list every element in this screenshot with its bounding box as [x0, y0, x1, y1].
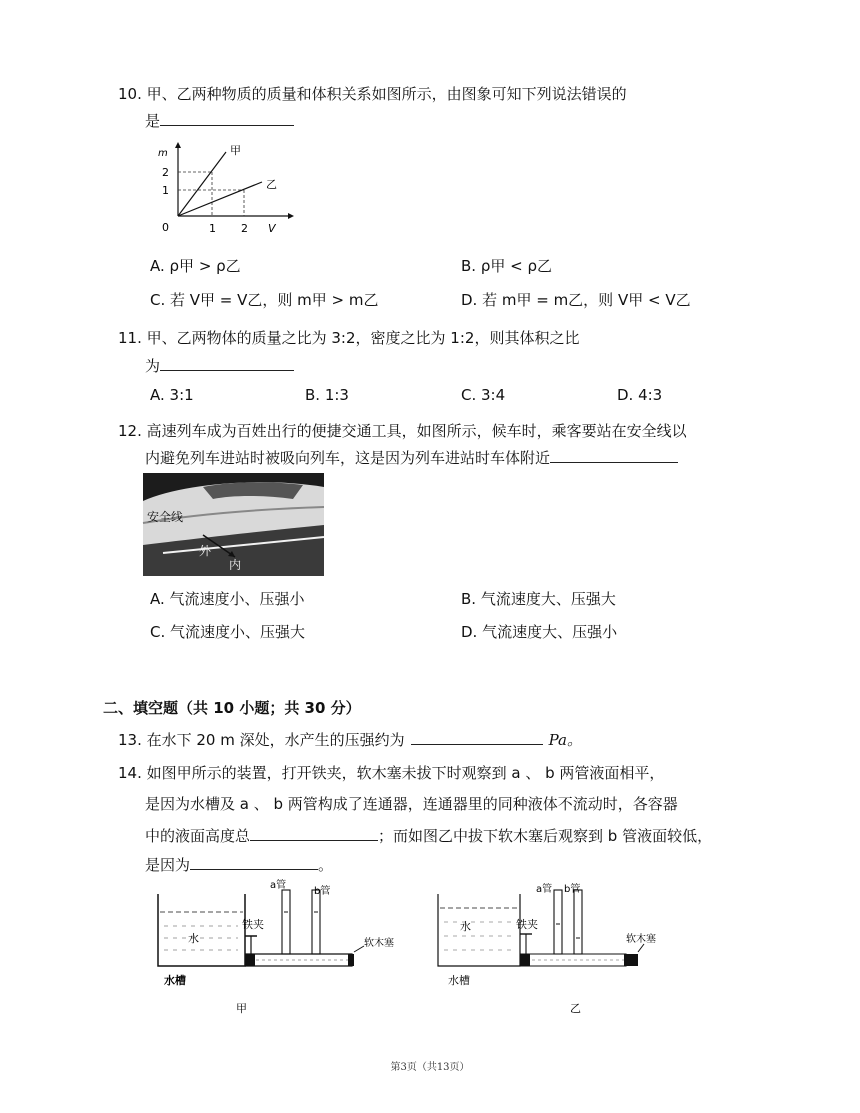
q12-train-station-photo	[143, 473, 324, 576]
q14-jia-tank	[158, 894, 245, 966]
q14-yi-caption: 乙	[570, 1002, 581, 1015]
q14-jia-water-label: 水	[188, 932, 199, 945]
page-footer: 第3页（共13页）	[390, 1062, 470, 1073]
q10-ytick-2: 2	[162, 166, 169, 179]
q11-option-c[interactable]: C. 3:4	[461, 386, 506, 404]
q14-jia-tank-label: 水槽	[164, 974, 186, 987]
q13-answer-blank[interactable]	[411, 728, 543, 745]
q14-jia-tube-a	[282, 890, 290, 954]
q10-answer-blank[interactable]	[160, 109, 294, 126]
q14-line3	[145, 824, 712, 847]
q14-yi-tank-label: 水槽	[448, 974, 470, 987]
q14-yi-cork-label: 软木塞	[626, 934, 656, 945]
q10-option-a[interactable]: A. ρ甲 > ρ乙	[150, 257, 241, 275]
q14-yi-cork-leader	[638, 944, 644, 952]
q10-xtick-1: 1	[209, 222, 216, 235]
q14-line4	[145, 853, 333, 876]
q10-stem-line2	[145, 109, 294, 132]
q14-jia-tube-b-label: b管	[314, 886, 331, 897]
q10-option-c[interactable]: C. 若 V甲 = V乙，则 m甲 > m乙	[150, 291, 379, 309]
q13-text: 13. 在水下 20 m 深处，水产生的压强约为	[118, 731, 405, 749]
q11-stem-line2	[145, 354, 294, 377]
q10-option-d[interactable]: D. 若 m甲 = m乙，则 V甲 < V乙	[461, 291, 691, 309]
q10-x-arrow	[288, 213, 294, 219]
q14-line1: 14. 如图甲所示的装置，打开铁夹，软木塞未拔下时观察到 a 、 b 两管液面相平，	[118, 764, 665, 782]
q14-line3-before: 中的液面高度总	[145, 827, 251, 845]
q10-y-label: m	[158, 148, 168, 159]
q12-label-safety-line: 安全线	[147, 510, 184, 524]
q12-answer-blank[interactable]	[550, 446, 678, 463]
q14-yi-clamp	[520, 954, 530, 966]
q14-figure-yi	[430, 880, 670, 1020]
q14-line4-before: 是因为	[145, 856, 191, 874]
q12-label-outside: 外	[199, 544, 212, 558]
q10-origin: 0	[162, 221, 169, 234]
q10-mass-volume-graph	[150, 138, 300, 238]
q14-jia-clamp	[245, 954, 255, 966]
q14-jia-cork-leader	[354, 946, 364, 952]
q10-stem-line2-text: 是	[145, 112, 161, 130]
q14-jia-caption: 甲	[236, 1002, 247, 1015]
q14-yi-water-label: 水	[460, 920, 471, 933]
q14-jia-clamp-label: 铁夹	[242, 918, 264, 931]
q14-figure-jia	[150, 880, 394, 1020]
q14-line3-after: ；而如图乙中拔下软木塞后观察到 b 管液面较低，	[378, 827, 713, 845]
q14-yi-tube-a	[554, 890, 562, 954]
q12-stem-line2	[145, 446, 678, 469]
q12-option-b[interactable]: B. 气流速度大、压强大	[461, 590, 616, 608]
q11-option-b[interactable]: B. 1:3	[305, 386, 349, 404]
q13-unit: Pa。	[548, 731, 583, 749]
q10-ytick-1: 1	[162, 184, 169, 197]
q14-answer-blank-2[interactable]	[190, 853, 318, 870]
q14-yi-tube-a-label: a管	[536, 884, 553, 895]
q11-option-d[interactable]: D. 4:3	[617, 386, 663, 404]
q14-yi-tube-b-label: b管	[564, 884, 581, 895]
q10-label-jia: 甲	[230, 144, 241, 157]
q14-line4-after: 。	[318, 856, 334, 874]
q14-jia-cork-label: 软木塞	[364, 938, 394, 949]
q10-y-arrow	[175, 142, 181, 148]
q14-yi-clamp-label: 铁夹	[516, 918, 538, 931]
q11-answer-blank[interactable]	[160, 354, 294, 371]
q12-option-d[interactable]: D. 气流速度大、压强小	[461, 623, 618, 641]
q12-option-a[interactable]: A. 气流速度小、压强小	[150, 590, 305, 608]
q11-stem-line2-text: 为	[145, 357, 161, 375]
q14-yi-tube-b	[574, 890, 582, 954]
q10-option-b[interactable]: B. ρ甲 < ρ乙	[461, 257, 552, 275]
q12-label-inside: 内	[229, 558, 242, 572]
q14-jia-cork	[348, 954, 354, 966]
q14-jia-tube-b	[312, 890, 320, 954]
q13-stem	[118, 728, 582, 751]
q14-yi-tank	[438, 894, 520, 966]
q12-stem-line1: 12. 高速列车成为百姓出行的便捷交通工具，如图所示，候车时，乘客要站在安全线以	[118, 422, 687, 440]
q14-answer-blank-1[interactable]	[250, 824, 378, 841]
section-2-title: 二、填空题（共 10 小题；共 30 分）	[103, 699, 361, 717]
q11-option-a[interactable]: A. 3:1	[150, 386, 194, 404]
q10-label-yi: 乙	[266, 178, 277, 191]
q12-stem-line2-text: 内避免列车进站时被吸向列车，这是因为列车进站时车体附近	[145, 449, 551, 467]
q10-stem-line1: 10. 甲、乙两种物质的质量和体积关系如图所示，由图象可知下列说法错误的	[118, 85, 627, 103]
q11-stem-line1: 11. 甲、乙两物体的质量之比为 3:2，密度之比为 1:2，则其体积之比	[118, 329, 580, 347]
q14-line2: 是因为水槽及 a 、 b 两管构成了连通器，连通器里的同种液体不流动时，各容器	[145, 795, 678, 813]
q12-option-c[interactable]: C. 气流速度小、压强大	[150, 623, 306, 641]
q10-x-label: V	[268, 222, 276, 235]
q10-xtick-2: 2	[241, 222, 248, 235]
q14-jia-tube-a-label: a管	[270, 880, 287, 891]
q14-yi-cork	[624, 954, 638, 966]
